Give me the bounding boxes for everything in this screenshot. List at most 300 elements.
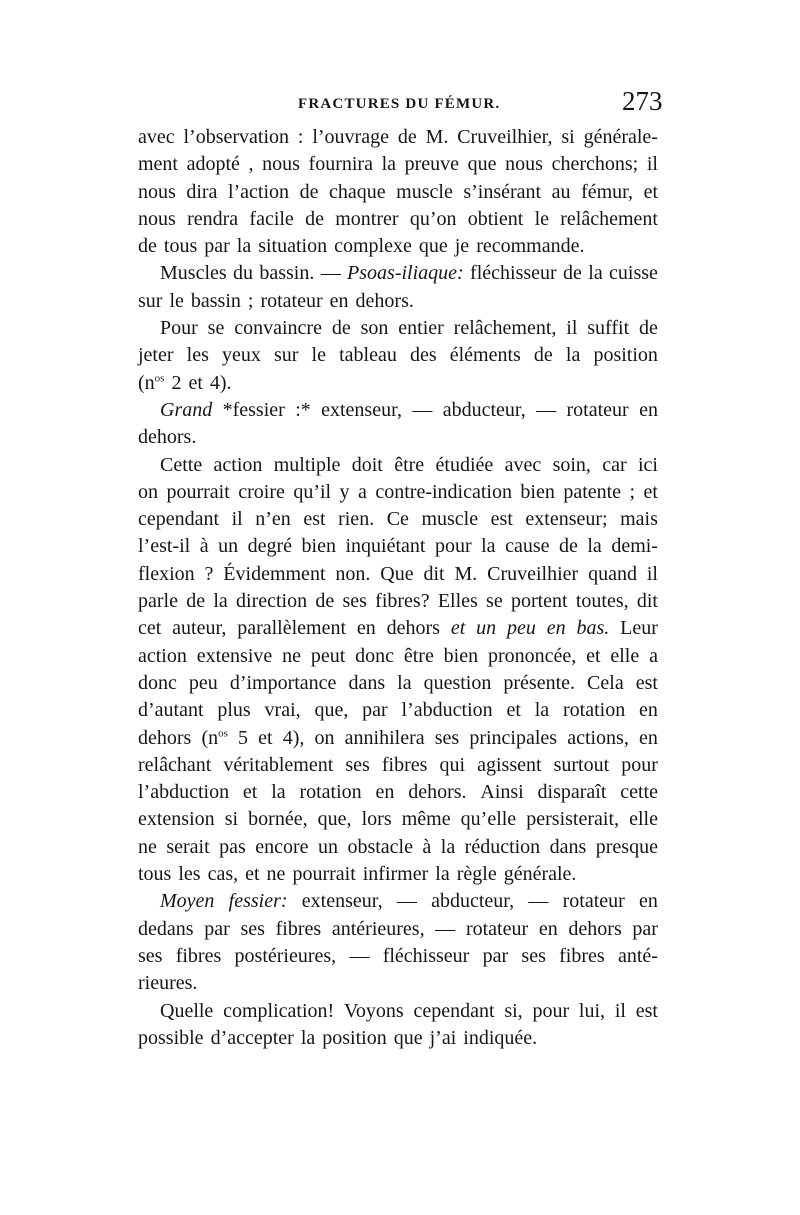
word: être — [394, 453, 425, 476]
word: cas, — [207, 863, 239, 886]
text-line — [138, 615, 658, 642]
word: règle — [456, 863, 497, 886]
word: en — [356, 617, 376, 640]
word: en — [375, 781, 395, 804]
word: abducteur, — [431, 890, 515, 913]
word: , — [248, 153, 254, 176]
word: il — [614, 999, 626, 1022]
word: contre-indication — [375, 480, 512, 503]
word: par — [362, 699, 388, 722]
word: indiquée. — [463, 1026, 538, 1049]
word: ses — [342, 590, 367, 613]
word: toutes, — [575, 590, 629, 613]
word: d’autant — [138, 699, 204, 722]
word: à — [199, 535, 209, 558]
word: rotateur — [566, 398, 629, 421]
word: 4), — [282, 726, 305, 749]
word: et — [586, 644, 601, 667]
word: — — [528, 890, 549, 913]
word: tous — [163, 235, 198, 258]
word: la — [440, 835, 456, 858]
word: Psoas-iliaque: — [347, 262, 464, 285]
word: par — [204, 235, 230, 258]
text-line — [138, 233, 658, 260]
word: pour — [532, 999, 570, 1022]
word: portent — [510, 590, 568, 613]
word: extenseur, — [301, 890, 383, 913]
word: rotateur — [465, 917, 529, 940]
text-line — [138, 151, 658, 178]
word: Que — [380, 562, 414, 585]
word: question — [423, 671, 492, 694]
word: de — [331, 317, 351, 340]
word: M. — [454, 562, 478, 585]
word: parle — [138, 590, 178, 613]
word: fibres — [381, 753, 428, 776]
text-line — [138, 970, 658, 997]
word: fibres — [275, 917, 322, 940]
word: vrai, — [264, 699, 301, 722]
word: dehors. — [408, 781, 467, 804]
word: extension — [138, 808, 215, 831]
word: de — [186, 590, 206, 613]
word: bien — [520, 480, 555, 503]
word: la — [397, 671, 412, 694]
word: tous — [138, 863, 172, 886]
word: même — [401, 808, 451, 831]
word: avec — [504, 453, 542, 476]
word: peut — [310, 644, 346, 667]
word: Elles — [437, 590, 478, 613]
word: la — [587, 535, 602, 558]
word: que — [418, 235, 448, 258]
word: fléchisseur — [382, 944, 470, 967]
word: complexe — [334, 235, 412, 258]
word: ($n^{os}$ — [138, 371, 165, 394]
word: flexion — [138, 562, 195, 585]
word: de — [533, 344, 553, 367]
word: pour — [621, 753, 658, 776]
word: de — [299, 180, 319, 203]
text-line — [138, 916, 658, 943]
word: — — [396, 890, 417, 913]
word: est — [635, 999, 658, 1022]
word: cause — [505, 535, 550, 558]
word: la — [381, 153, 397, 176]
word: Ainsi — [480, 781, 524, 804]
word: si, — [504, 999, 523, 1022]
word: obtient — [467, 207, 524, 230]
text-line — [138, 834, 658, 861]
word: elle — [610, 644, 640, 667]
word: M. — [425, 126, 449, 148]
word: un — [218, 535, 239, 558]
word: dira — [186, 180, 218, 203]
text-line — [138, 179, 658, 206]
word: donc — [138, 671, 177, 694]
word: quand — [588, 562, 637, 585]
word: ? — [204, 562, 214, 585]
word: encore — [255, 835, 309, 858]
text-line — [138, 288, 658, 315]
word: — — [320, 262, 341, 285]
word: auteur, — [172, 617, 227, 640]
word: bien — [301, 535, 336, 558]
word: inquiétant — [345, 535, 426, 558]
word: nous — [138, 207, 176, 230]
word: presque — [595, 835, 658, 858]
word: les — [186, 344, 209, 367]
word: complication! — [223, 999, 335, 1022]
word: cette — [620, 781, 658, 804]
word: de — [315, 590, 335, 613]
text-line — [138, 342, 658, 369]
word: le — [534, 207, 549, 230]
word: cet — [138, 617, 162, 640]
word: fessier: — [228, 890, 288, 913]
word: ne — [266, 863, 286, 886]
word: prononcée, — [487, 644, 577, 667]
word: relâchement — [560, 207, 658, 230]
word: il — [646, 562, 658, 585]
word: en — [639, 398, 658, 421]
word: si — [224, 808, 239, 831]
word: est — [635, 671, 658, 694]
word: plus — [217, 699, 251, 722]
word: preuve — [404, 153, 460, 176]
word: jeter — [138, 344, 174, 367]
word: mais — [620, 508, 658, 531]
word: principales — [469, 726, 558, 749]
word: nous — [262, 153, 300, 176]
word: cuisse — [609, 262, 658, 285]
word: on — [138, 480, 158, 503]
word: ses — [345, 753, 370, 776]
word: suffit — [587, 317, 630, 340]
word: — — [435, 917, 456, 940]
word: la — [435, 863, 450, 886]
word: et — [643, 480, 658, 503]
word: fibres? — [375, 590, 430, 613]
word: son — [360, 317, 389, 340]
word: de — [138, 235, 157, 258]
word: fibres — [559, 944, 605, 967]
word: dehors — [386, 617, 440, 640]
word: dit — [423, 562, 445, 585]
word: persisterait, — [526, 808, 620, 831]
word: :* — [295, 398, 311, 421]
word: croire — [238, 480, 285, 503]
word: dit — [636, 590, 658, 613]
word: a — [358, 480, 367, 503]
word: on — [314, 726, 335, 749]
word: non. — [335, 562, 371, 585]
word: position — [322, 1026, 387, 1049]
word: au — [551, 180, 571, 203]
word: est — [490, 508, 513, 531]
word: de — [397, 126, 417, 148]
word: Cela — [587, 671, 624, 694]
word: ; — [247, 289, 254, 312]
word: ses — [434, 726, 460, 749]
word: dehors. — [138, 426, 197, 449]
word: qu’elle — [460, 808, 517, 831]
word: rieures. — [138, 972, 198, 995]
word: et — [188, 371, 203, 394]
word: en — [538, 917, 558, 940]
word: Moyen — [160, 890, 215, 913]
running-title: FRACTURES DU FÉMUR. — [298, 96, 501, 112]
word: demi- — [611, 535, 658, 558]
word: action — [138, 644, 187, 667]
word: et — [450, 617, 466, 640]
text-line — [138, 479, 658, 506]
text-line — [138, 806, 658, 833]
word: si — [561, 126, 575, 148]
word: agissent — [477, 753, 542, 776]
word: muscle — [396, 180, 453, 203]
word: postérieures, — [234, 944, 337, 967]
word: dans — [348, 671, 386, 694]
word: qui — [439, 753, 466, 776]
word: la — [271, 781, 286, 804]
word: rendra — [187, 207, 239, 230]
word: que — [393, 1026, 423, 1049]
word: rien. — [338, 508, 375, 531]
word: Pour — [160, 317, 198, 340]
word: 4). — [209, 371, 232, 394]
word: Cette — [160, 453, 203, 476]
word: multiple — [273, 453, 341, 476]
word: disparaît — [537, 781, 607, 804]
word: possible — [138, 1026, 204, 1049]
text-line — [138, 943, 658, 970]
text-line — [138, 998, 658, 1025]
word: l’est-il — [138, 535, 191, 558]
word: avec — [138, 126, 175, 148]
text-line — [138, 670, 658, 697]
word: pour — [434, 535, 472, 558]
word: la — [236, 235, 252, 258]
word: et — [242, 781, 258, 804]
word: ne — [282, 644, 301, 667]
word: j’ai — [429, 1026, 457, 1049]
word: — — [349, 944, 370, 967]
word: que, — [317, 808, 352, 831]
page-header — [0, 0, 800, 130]
word: rotateur — [260, 289, 323, 312]
word: situation — [258, 235, 328, 258]
word: Grand — [160, 398, 213, 421]
word: adopté — [186, 153, 240, 176]
word: tableau — [339, 344, 397, 367]
word: patente — [563, 480, 622, 503]
word: ; — [629, 480, 636, 503]
word: soin, — [552, 453, 591, 476]
word: cependant — [138, 508, 220, 531]
word: un — [317, 835, 338, 858]
word: doit — [351, 453, 383, 476]
word: peu — [506, 617, 536, 640]
word: Leur — [620, 617, 658, 640]
word: à — [422, 835, 432, 858]
word: de — [305, 207, 324, 230]
word: qu’on — [409, 207, 457, 230]
word: abducteur, — [442, 398, 526, 421]
word: par — [204, 917, 230, 940]
word: l’abduction — [138, 781, 230, 804]
word: recommande. — [476, 235, 585, 258]
word: d’accepter — [210, 1026, 294, 1049]
word: obstacle — [347, 835, 413, 858]
word: bornée, — [248, 808, 308, 831]
word: l’abduction — [401, 699, 493, 722]
word: le — [169, 289, 184, 312]
word: en — [639, 699, 658, 722]
text-line — [138, 752, 658, 779]
word: véritablement — [223, 753, 334, 776]
word: *fessier — [222, 398, 285, 421]
text-line — [138, 533, 658, 560]
word: 2 — [171, 371, 182, 394]
word: en — [329, 289, 349, 312]
word: et — [245, 863, 260, 886]
word: anté- — [617, 944, 658, 967]
word: infirmer — [362, 863, 429, 886]
word: un — [476, 617, 497, 640]
text-line — [138, 452, 658, 479]
word: de — [563, 262, 582, 285]
word: relâchement, — [453, 317, 557, 340]
word: générale. — [503, 863, 577, 886]
word: l’ouvrage — [312, 126, 389, 148]
word: serait — [166, 835, 210, 858]
word: bassin. — [259, 262, 315, 285]
word: par — [482, 944, 509, 967]
word: : — [297, 126, 304, 148]
word: degré — [247, 535, 293, 558]
word: annihilera — [344, 726, 425, 749]
word: sur — [273, 344, 299, 367]
word: Évidemment — [223, 562, 326, 585]
word: se — [207, 317, 225, 340]
word: je — [454, 235, 470, 258]
word: nous — [505, 153, 543, 176]
word: l’action — [227, 180, 290, 203]
word: extensive — [196, 644, 273, 667]
word: l’observation — [183, 126, 290, 148]
text-line — [138, 315, 658, 342]
word: 5 — [238, 726, 249, 749]
word: et — [506, 699, 521, 722]
word: dehors — [568, 917, 622, 940]
word: — — [412, 398, 433, 421]
word: action — [213, 453, 263, 476]
text-line — [138, 861, 658, 888]
word: présente. — [503, 671, 576, 694]
word: dans — [549, 835, 587, 858]
word: se — [486, 590, 503, 613]
text-line — [138, 725, 658, 752]
word: entier — [398, 317, 444, 340]
word: en — [638, 726, 658, 749]
text-line — [138, 561, 658, 588]
word: la — [565, 344, 581, 367]
word: la — [213, 590, 228, 613]
word: la — [534, 699, 550, 722]
text-line — [138, 506, 658, 533]
word: rotation — [563, 699, 626, 722]
word: convaincre — [234, 317, 322, 340]
word: nous — [138, 180, 176, 203]
word: relâchant — [138, 753, 212, 776]
word: fibres — [175, 944, 222, 967]
text-line — [138, 643, 658, 670]
word: de — [639, 317, 658, 340]
word: il — [231, 508, 243, 531]
word: rotateur — [562, 890, 625, 913]
text-line — [138, 424, 658, 451]
word: n’en — [255, 508, 291, 531]
word: ne — [138, 835, 157, 858]
word: rotation — [299, 781, 362, 804]
word: a — [649, 644, 658, 667]
word: fournira — [308, 153, 373, 176]
word: facile — [249, 207, 294, 230]
word: ment — [138, 153, 178, 176]
text-line — [138, 370, 658, 397]
word: Muscles — [160, 262, 227, 285]
text-line — [138, 260, 658, 287]
word: montrer — [335, 207, 399, 230]
word: cherchons; — [551, 153, 639, 176]
word: dedans — [138, 917, 194, 940]
text-line — [138, 888, 658, 915]
word: Cruveilhier — [487, 562, 579, 585]
word: bassin — [190, 289, 241, 312]
word: cependant — [413, 999, 495, 1022]
word: lui, — [578, 999, 606, 1022]
word: donc — [355, 644, 394, 667]
word: être — [403, 644, 434, 667]
word: direction — [236, 590, 308, 613]
word: des — [409, 344, 437, 367]
word: extenseur, — [321, 398, 402, 421]
word: en — [546, 617, 566, 640]
word: et — [258, 726, 273, 749]
page-number: 273 — [622, 86, 663, 116]
word: ses — [240, 917, 265, 940]
word: dehors. — [355, 289, 414, 312]
text-line — [138, 697, 658, 724]
word: fléchisseur — [470, 262, 557, 285]
word: de — [558, 535, 578, 558]
word: parallèlement — [237, 617, 347, 640]
word: la — [300, 1026, 316, 1049]
word: par — [632, 917, 658, 940]
body-text — [138, 124, 658, 1052]
word: surtout — [553, 753, 610, 776]
word: qu’il — [293, 480, 332, 503]
word: elle — [629, 808, 658, 831]
text-line — [138, 1025, 658, 1052]
word: le — [311, 344, 326, 367]
word: extenseur; — [525, 508, 608, 531]
word: lors — [361, 808, 392, 831]
word: d’importance — [229, 671, 337, 694]
word: ici — [637, 453, 658, 476]
word: il — [566, 317, 578, 340]
